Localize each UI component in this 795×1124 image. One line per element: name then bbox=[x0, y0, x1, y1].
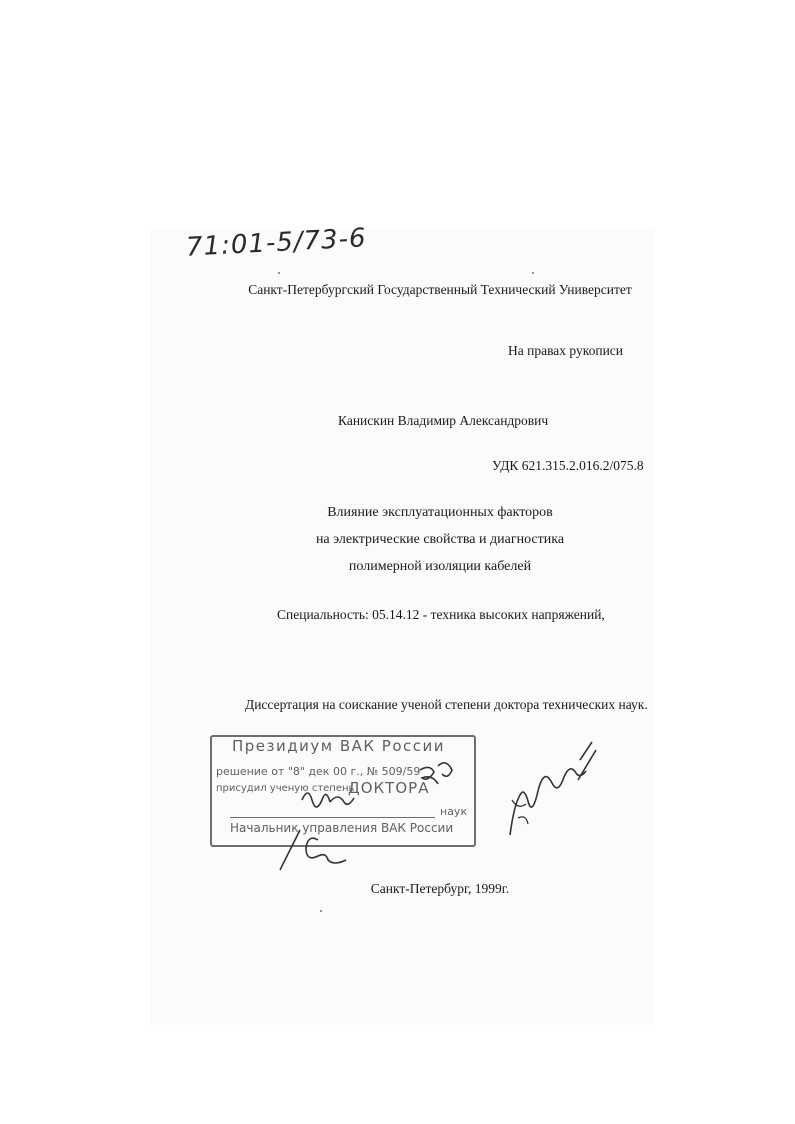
manuscript-rights-note: На правах рукописи bbox=[508, 343, 624, 358]
title-line-3: полимерной изоляции кабелей bbox=[348, 559, 532, 574]
author-name: Канискин Владимир Александрович bbox=[338, 413, 549, 428]
stamp-degree: ДОКТОРА bbox=[348, 779, 430, 797]
udk-code: УДК 621.315.2.016.2/075.8 bbox=[492, 458, 644, 473]
scan-speck bbox=[532, 272, 534, 274]
stamp-header: Президиум ВАК России bbox=[232, 737, 446, 755]
specialty-line: Специальность: 05.14.12 - техника высоких напряжений, bbox=[277, 607, 605, 622]
stamp-head-title: Начальник управления ВАК России bbox=[230, 821, 454, 835]
stamp-signature-icon bbox=[270, 760, 530, 870]
university-name: Санкт-Петербургский Государственный Технический Университет bbox=[248, 282, 632, 297]
stamp-science: наук bbox=[440, 805, 468, 818]
title-line-1: Влияние эксплуатационных факторов bbox=[327, 505, 553, 520]
scan-speck bbox=[278, 272, 280, 274]
stamp-awarded: присудил ученую степень bbox=[216, 783, 355, 794]
stamp-decision: решение от "8" дек 00 г., № 509/59 bbox=[216, 765, 421, 778]
side-signature-icon bbox=[500, 740, 610, 850]
scan-speck bbox=[320, 910, 322, 912]
title-line-2: на электрические свойства и диагностика bbox=[315, 532, 565, 547]
dissertation-line: Диссертация на соискание ученой степени доктора технических наук. bbox=[245, 697, 648, 712]
handwritten-archive-number: 71:01-5/73-6 bbox=[185, 223, 368, 263]
city-year: Санкт-Петербург, 1999г. bbox=[370, 881, 510, 896]
